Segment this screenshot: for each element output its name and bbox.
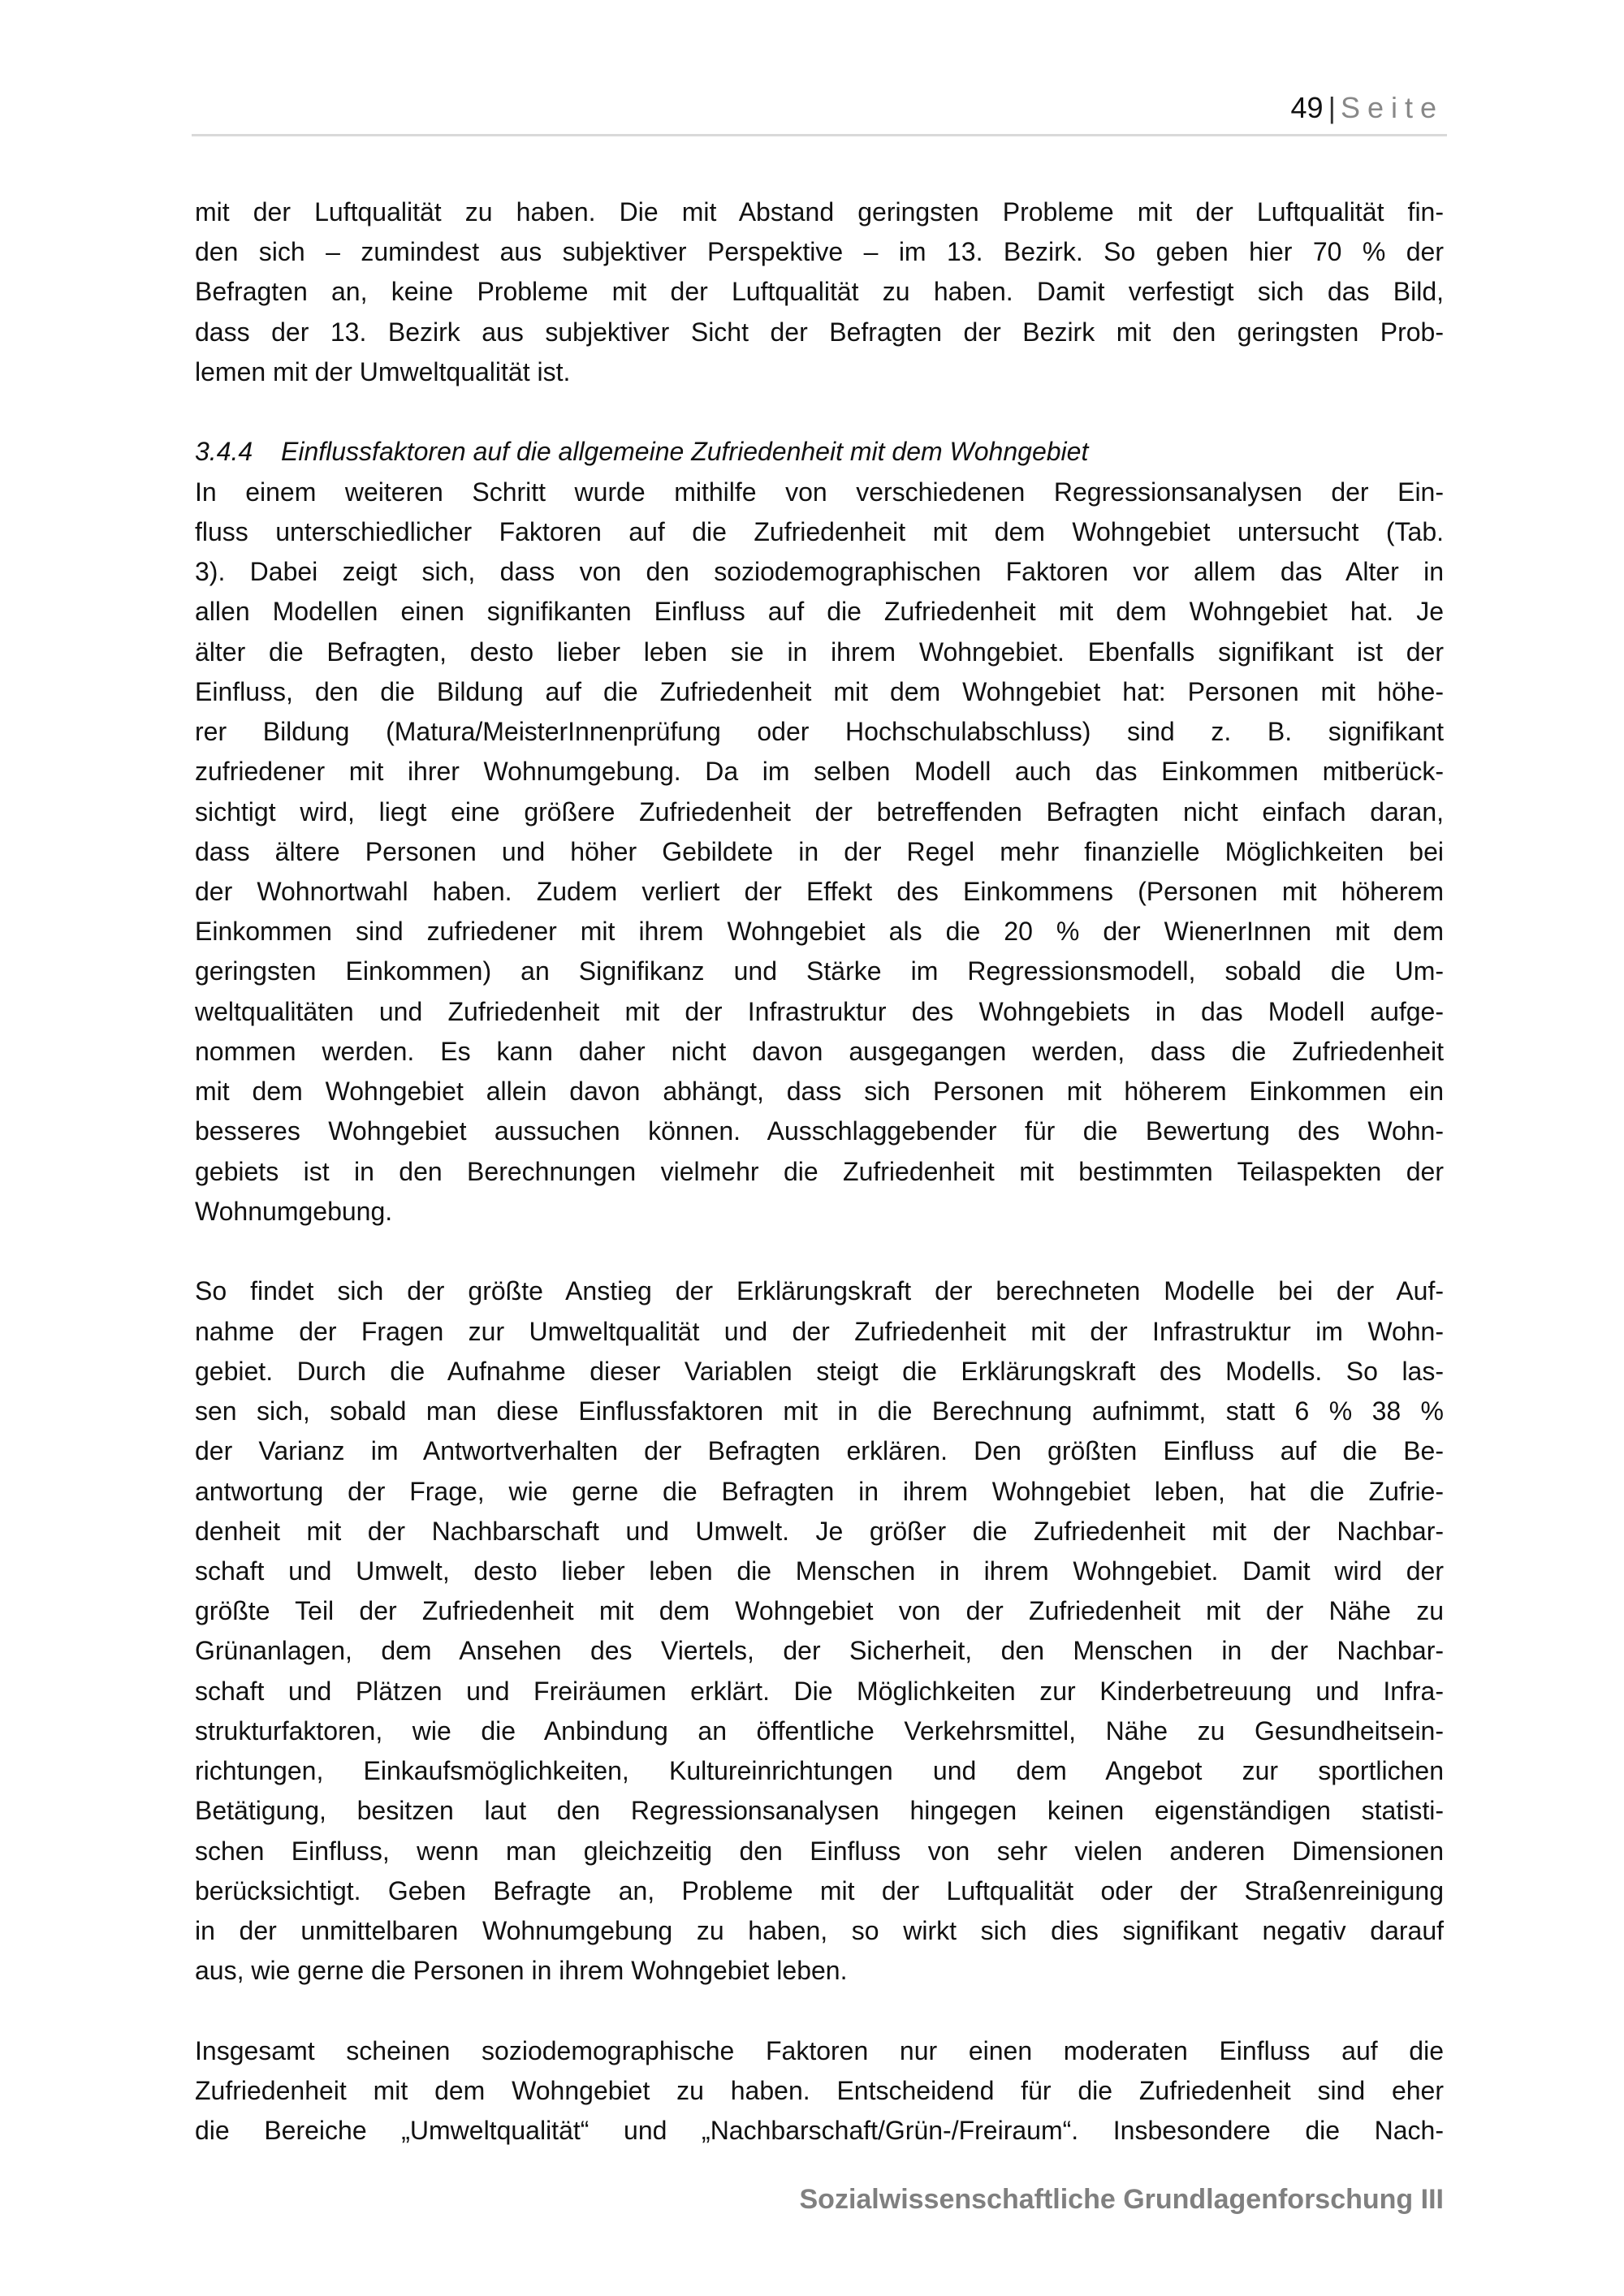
text-line: in der unmittelbaren Wohnumgebung zu haben, so wirkt sich dies signifikant negativ darauf [195, 1916, 1444, 1946]
page-number: 49 [1290, 91, 1324, 124]
text-line: zufriedener mit ihrer Wohnumgebung. Da im selben Modell auch das Einkommen mitberück- [195, 757, 1444, 787]
page-footer: Sozialwissenschaftliche Grundlagenforschung III [799, 2184, 1444, 2215]
text-line: Wohnumgebung. [195, 1196, 393, 1226]
text-line: sichtigt wird, liegt eine größere Zufriedenheit der betreffenden Befragten nicht einfach daran, [195, 796, 1444, 826]
text-line: älter die Befragten, desto lieber leben sie in ihrem Wohngebiet. Ebenfalls signifikant ist der [195, 637, 1444, 667]
text-line: gebiet. Durch die Aufnahme dieser Variablen steigt die Erklärungskraft des Modells. So las- [195, 1356, 1444, 1386]
paragraph-gap [195, 1232, 1444, 1271]
text-line: dass ältere Personen und höher Gebildete in der Regel mehr finanzielle Möglichkeiten bei [195, 836, 1444, 866]
text-line: den sich – zumindest aus subjektiver Perspektive – im 13. Bezirk. So geben hier 70 % der [195, 237, 1444, 267]
text-line: Grünanlagen, dem Ansehen des Viertels, der Sicherheit, den Menschen in der Nachbar- [195, 1636, 1444, 1666]
text-line: denheit mit der Nachbarschaft und Umwelt. Je größer die Zufriedenheit mit der Nachbar- [195, 1516, 1444, 1546]
text-line: Zufriedenheit mit dem Wohngebiet zu haben. Entscheidend für die Zufriedenheit sind eher [195, 2076, 1444, 2106]
text-line: strukturfaktoren, wie die Anbindung an öffentliche Verkehrsmittel, Nähe zu Gesundheitsein- [195, 1716, 1444, 1746]
text-line: Einfluss, den die Bildung auf die Zufriedenheit mit dem Wohngebiet hat: Personen mit höhe- [195, 676, 1444, 706]
text-line: größte Teil der Zufriedenheit mit dem Wohngebiet von der Zufriedenheit mit der Nähe zu [195, 1596, 1444, 1626]
section-heading [195, 432, 1444, 472]
text-line: schaft und Plätzen und Freiräumen erklärt. Die Möglichkeiten zur Kinderbetreuung und Infra- [195, 1676, 1444, 1706]
text-line: antwortung der Frage, wie gerne die Befragten in ihrem Wohngebiet leben, hat die Zufrie- [195, 1476, 1444, 1506]
paragraph [195, 2031, 1444, 2151]
text-line: Befragten an, keine Probleme mit der Luftqualität zu haben. Damit verfestigt sich das Bild, [195, 277, 1444, 307]
text-line: schen Einfluss, wenn man gleichzeitig den Einfluss von sehr vielen anderen Dimensionen [195, 1836, 1444, 1866]
text-line: In einem weiteren Schritt wurde mithilfe von verschiedenen Regressionsanalysen der Ein- [195, 477, 1444, 507]
text-line: rer Bildung (Matura/MeisterInnenprüfung oder Hochschulabschluss) sind z. B. signifikant [195, 717, 1444, 747]
page-header [1291, 91, 1444, 125]
text-line: der Varianz im Antwortverhalten der Befragten erklären. Den größten Einfluss auf die Be- [195, 1436, 1444, 1466]
text-line: Betätigung, besitzen laut den Regressionsanalysen hingegen keinen eigenständigen statisti- [195, 1796, 1444, 1826]
text-line: weltqualitäten und Zufriedenheit mit der Infrastruktur des Wohngebiets in das Modell aufge- [195, 996, 1444, 1026]
text-line: allen Modellen einen signifikanten Einfluss auf die Zufriedenheit mit dem Wohngebiet hat. Je [195, 597, 1444, 627]
text-line: nahme der Fragen zur Umweltqualität und der Zufriedenheit mit der Infrastruktur im Wohn- [195, 1316, 1444, 1346]
text-line: die Bereiche „Umweltqualität“ und „Nachbarschaft/Grün-/Freiraum“. Insbesondere die Nach- [195, 2116, 1444, 2146]
text-line: mit dem Wohngebiet allein davon abhängt, dass sich Personen mit höherem Einkommen ein [195, 1077, 1444, 1107]
section-title: Einflussfaktoren auf die allgemeine Zufriedenheit mit dem Wohngebiet [281, 437, 1089, 467]
text-line: der Wohnortwahl haben. Zudem verliert der Effekt des Einkommens (Personen mit höherem [195, 876, 1444, 906]
page-label: Seite [1340, 91, 1444, 124]
text-line: So findet sich der größte Anstieg der Erklärungskraft der berechneten Modelle bei der Auf- [195, 1276, 1444, 1306]
text-line: lemen mit der Umweltqualität ist. [195, 356, 571, 386]
text-line: fluss unterschiedlicher Faktoren auf die Zufriedenheit mit dem Wohngebiet untersucht (Tab. [195, 516, 1444, 546]
text-line: nommen werden. Es kann daher nicht davon ausgegangen werden, dass die Zufriedenheit [195, 1036, 1444, 1066]
paragraph-gap [195, 392, 1444, 432]
text-line: schaft und Umwelt, desto lieber leben die Menschen in ihrem Wohngebiet. Damit wird der [195, 1556, 1444, 1586]
text-line: geringsten Einkommen) an Signifikanz und Stärke im Regressionsmodell, sobald die Um- [195, 956, 1444, 986]
text-line: dass der 13. Bezirk aus subjektiver Sicht der Befragten der Bezirk mit den geringsten Prob- [195, 317, 1444, 347]
text-line: besseres Wohngebiet aussuchen können. Ausschlaggebender für die Bewertung des Wohn- [195, 1116, 1444, 1146]
header-separator: | [1328, 91, 1336, 124]
document-body [195, 192, 1444, 2151]
header-rule [192, 134, 1447, 136]
text-line: berücksichtigt. Geben Befragte an, Probleme mit der Luftqualität oder der Straßenreinigung [195, 1875, 1444, 1905]
text-line: mit der Luftqualität zu haben. Die mit Abstand geringsten Probleme mit der Luftqualität fin- [195, 197, 1444, 227]
section-with-heading [195, 432, 1444, 1232]
text-line: Einkommen sind zufriedener mit ihrem Wohngebiet als die 20 % der WienerInnen mit dem [195, 917, 1444, 947]
text-line: richtungen, Einkaufsmöglichkeiten, Kultureinrichtungen und dem Angebot zur sportlichen [195, 1756, 1444, 1786]
text-line: Insgesamt scheinen soziodemographische Faktoren nur einen moderaten Einfluss auf die [195, 2035, 1444, 2065]
text-line: sen sich, sobald man diese Einflussfaktoren mit in die Berechnung aufnimmt, statt 6 % 38 % [195, 1396, 1444, 1426]
paragraph [195, 192, 1444, 392]
text-line: 3). Dabei zeigt sich, dass von den soziodemographischen Faktoren vor allem das Alter in [195, 557, 1444, 587]
text-line: gebiets ist in den Berechnungen vielmehr die Zufriedenheit mit bestimmten Teilaspekten der [195, 1156, 1444, 1186]
paragraph [195, 1271, 1444, 1991]
paragraph-gap [195, 1992, 1444, 2031]
text-line: aus, wie gerne die Personen in ihrem Wohngebiet leben. [195, 1956, 848, 1986]
section-number: 3.4.4 [195, 437, 253, 467]
